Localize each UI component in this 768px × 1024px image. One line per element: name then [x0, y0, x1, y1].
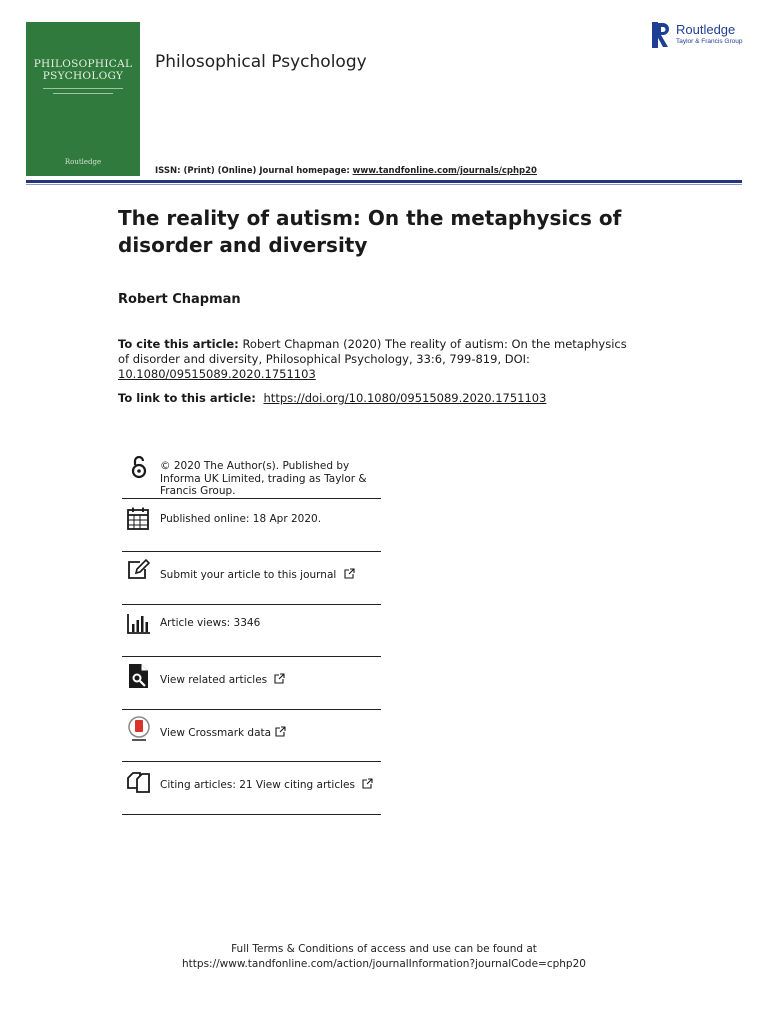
cover-publisher-mark: Routledge	[64, 158, 102, 166]
crossmark-row[interactable]	[122, 710, 381, 762]
citing-articles-link[interactable]	[160, 778, 373, 792]
citation-block	[118, 337, 638, 382]
terms-footer	[0, 942, 768, 972]
open-access-icon	[126, 454, 152, 480]
citing-articles-icon	[126, 770, 152, 796]
citation-label: To cite this article:	[118, 337, 239, 351]
submit-row[interactable]	[122, 552, 381, 605]
header-divider	[26, 180, 742, 183]
related-articles-icon	[126, 663, 152, 689]
license-row	[122, 452, 381, 498]
issn-label: ISSN: (Print) (Online) Journal homepage:	[155, 166, 350, 176]
related-articles-link[interactable]	[160, 673, 285, 687]
article-views-text: Article views: 3346	[160, 617, 261, 629]
article-author: Robert Chapman	[118, 292, 241, 307]
calendar-icon	[126, 506, 152, 532]
article-link-label: To link to this article:	[118, 391, 256, 405]
citing-row[interactable]	[122, 762, 381, 816]
crossmark-icon	[126, 716, 152, 742]
published-row	[122, 498, 381, 552]
crossmark-label: View Crossmark data	[160, 727, 272, 739]
journal-name: Philosophical Psychology	[155, 52, 367, 72]
published-date-text: Published online: 18 Apr 2020.	[160, 513, 322, 525]
logo-subtitle: Taylor & Francis Group	[676, 38, 743, 45]
citation-doi-link[interactable]: 10.1080/09515089.2020.1751103	[118, 367, 316, 381]
terms-url[interactable]: https://www.tandfonline.com/action/journalInformation?journalCode=cphp20	[182, 958, 586, 970]
crossmark-link[interactable]	[160, 726, 286, 740]
views-row	[122, 605, 381, 657]
header-divider-thin	[26, 184, 742, 185]
edit-icon	[126, 558, 152, 584]
cover-title-line2: PSYCHOLOGY	[42, 70, 124, 82]
cover-divider-2	[53, 93, 113, 94]
row-divider	[122, 814, 381, 815]
cover-title	[26, 58, 140, 82]
cover-divider	[43, 88, 123, 89]
submit-article-label: Submit your article to this journal	[160, 569, 337, 581]
related-articles-label: View related articles	[160, 674, 268, 686]
license-text: © 2020 The Author(s). Published by Informa UK Limited, trading as Taylor & Francis Group.	[160, 460, 367, 497]
related-row[interactable]	[122, 657, 381, 710]
issn-line	[155, 166, 537, 176]
external-link-icon	[275, 726, 286, 737]
external-link-icon	[362, 778, 373, 789]
terms-text: Full Terms & Conditions of access and use can be found at	[231, 943, 537, 955]
logo-name: Routledge	[676, 22, 736, 37]
external-link-icon	[274, 673, 285, 684]
cover-title-line1: PHILOSOPHICAL	[33, 58, 133, 70]
article-link-block	[118, 391, 546, 405]
submit-article-link[interactable]	[160, 568, 355, 582]
citation-text: Robert Chapman (2020) The reality of autism: On the metaphysics of disorder and diversity, Philosophical Psychology, 33:6, 799-819, DOI:	[118, 337, 627, 366]
citing-articles-label: Citing articles: 21 View citing articles	[160, 779, 355, 791]
journal-homepage-link[interactable]: www.tandfonline.com/journals/cphp20	[352, 166, 537, 176]
bar-chart-icon	[126, 611, 152, 637]
article-doi-link[interactable]: https://doi.org/10.1080/09515089.2020.1751103	[263, 391, 547, 405]
journal-cover-image	[26, 22, 140, 176]
article-title: The reality of autism: On the metaphysics of disorder and diversity	[118, 206, 622, 257]
routledge-logo-icon	[652, 22, 672, 48]
external-link-icon	[344, 568, 355, 579]
routledge-logo[interactable]	[652, 22, 752, 52]
